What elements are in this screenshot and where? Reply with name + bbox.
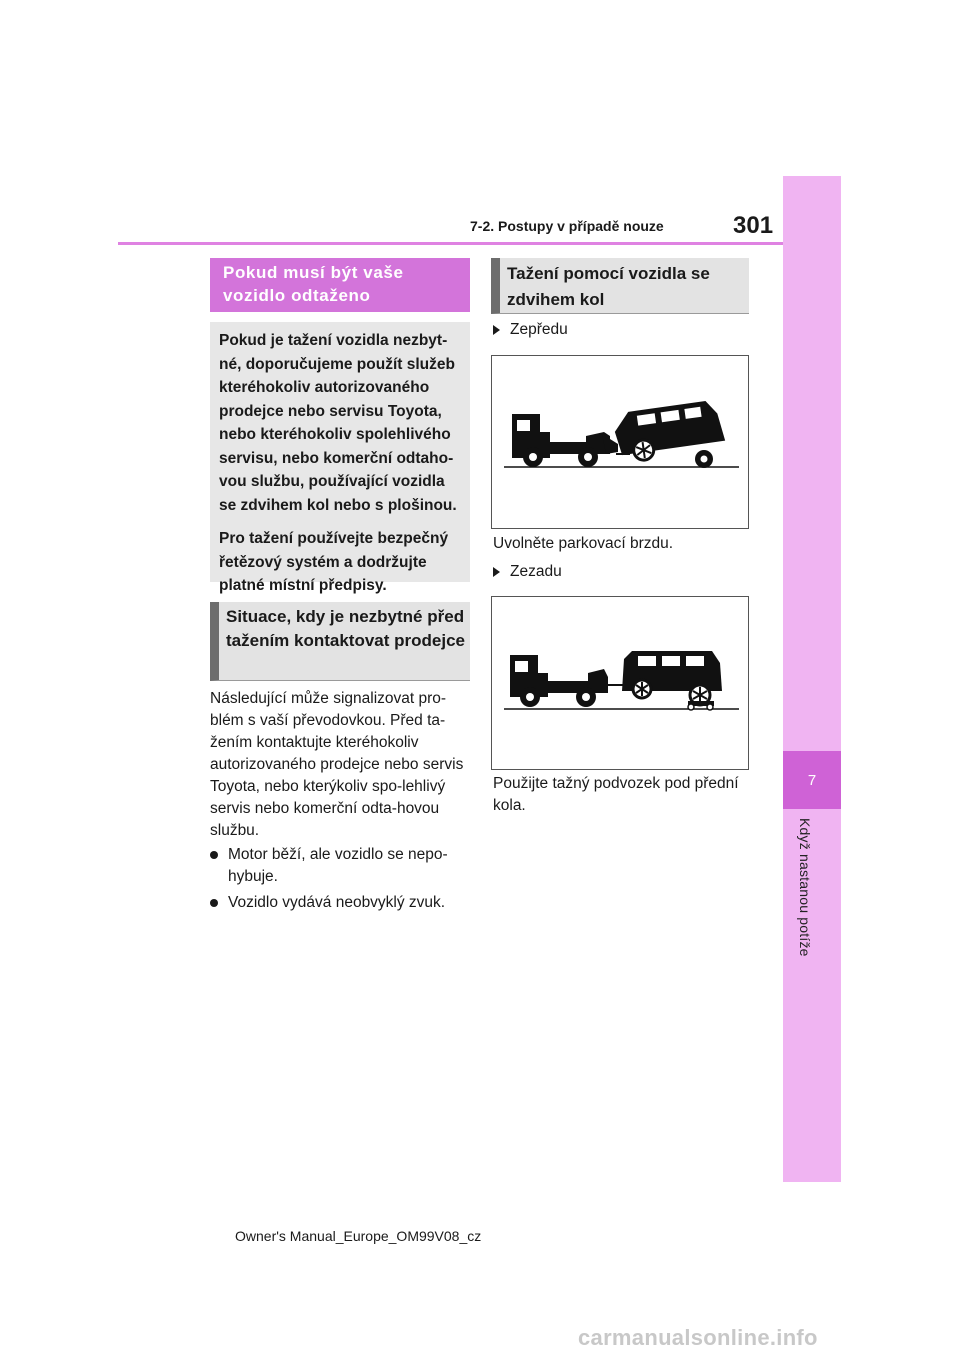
front-label	[493, 319, 693, 341]
section-title: 7-2. Postupy v případě nouze	[470, 218, 664, 234]
contact-dealer-heading: Situace, kdy je nezbytné před tažením kontaktovat prodejce	[210, 602, 470, 681]
rear-tow-illustration	[491, 596, 749, 770]
tow-truck-rear-icon	[492, 597, 748, 769]
chapter-side-tab	[783, 176, 841, 1182]
watermark-link[interactable]: carmanualsonline.info	[578, 1325, 818, 1350]
bullet-text: Vozidlo vydává neobvyklý zvuk.	[228, 894, 446, 911]
bullet-item-2	[210, 892, 472, 914]
front-tow-illustration	[491, 355, 749, 529]
bullet-text: Motor běží, ale vozidlo se nepo-hybuje.	[228, 846, 448, 885]
chapter-number-badge: 7	[783, 751, 841, 809]
bullet-dot-icon	[210, 851, 218, 859]
manual-footer: Owner's Manual_Europe_OM99V08_cz	[235, 1228, 482, 1244]
front-label-text: Zepředu	[510, 321, 568, 338]
towing-title-box: Pokud musí být vaše vozidlo odtaženo	[210, 258, 470, 312]
info-paragraph-2: Pro tažení používejte bezpečný řetězový systém a dodržujte platné místní předpisy.	[219, 530, 449, 594]
rear-instruction: Použijte tažný podvozek pod přední kola.	[493, 775, 739, 814]
towing-info-box	[210, 322, 470, 594]
wheel-lift-heading: Tažení pomocí vozidla se zdvihem kol	[491, 258, 749, 314]
bullet-dot-icon	[210, 899, 218, 907]
rear-label	[493, 561, 693, 583]
header-divider	[118, 242, 783, 245]
tow-truck-front-icon	[492, 356, 748, 528]
front-instruction: Uvolněte parkovací brzdu.	[493, 535, 674, 552]
page-number: 301	[733, 212, 774, 239]
bullet-item-1	[210, 844, 460, 888]
rear-label-text: Zezadu	[510, 563, 562, 580]
chapter-title: Když nastanou potíže	[797, 818, 813, 957]
info-paragraph-1: Pokud je tažení vozidla nezbyt-né, doporučujeme použít služeb kteréhokoliv autorizovaného prodejce nebo servisu Toyota, nebo kteréhokoliv spolehlivého servisu, nebo komerční odtaho-vou službu, používající vozidla se zdvihem kol nebo s plošinou.	[219, 332, 457, 514]
triangle-bullet-icon	[493, 567, 500, 577]
transmission-paragraph: Následující může signalizovat pro-blém s vaší převodovkou. Před ta-žením kontaktujte kteréhokoliv autorizovaného prodejce nebo servis Toyota, nebo kterýkoliv spo-lehlivý servis nebo komerční odta-hovou službu.	[210, 690, 464, 839]
triangle-bullet-icon	[493, 325, 500, 335]
